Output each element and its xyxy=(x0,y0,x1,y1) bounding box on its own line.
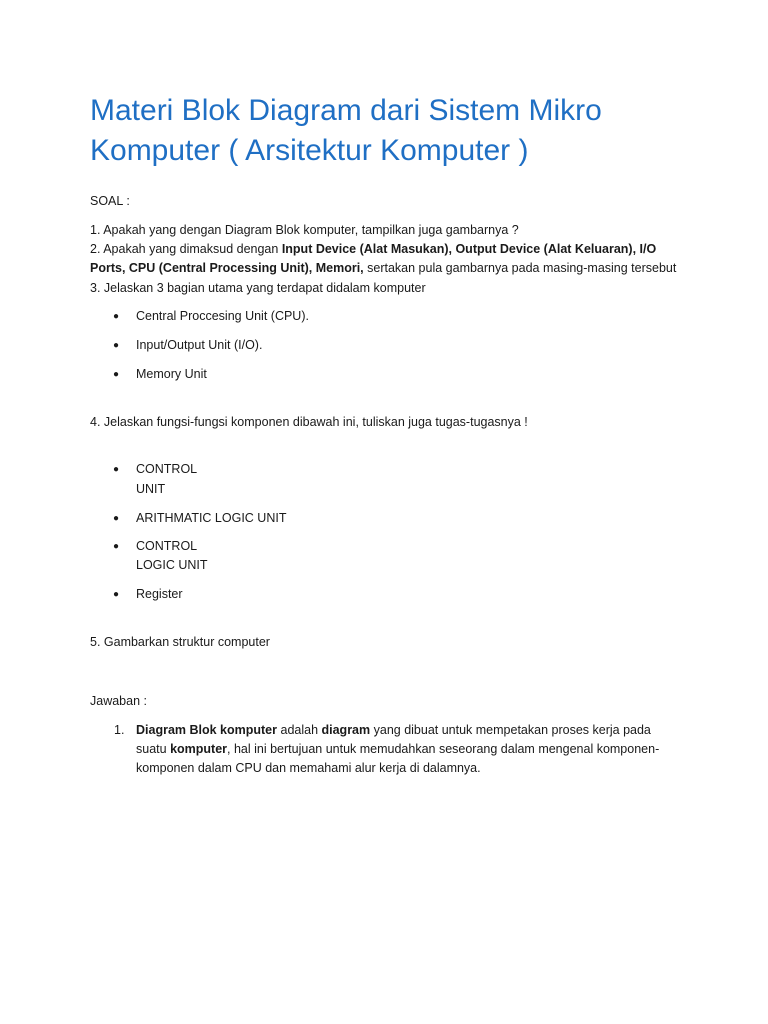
answer-bold-2: diagram xyxy=(321,723,371,737)
question-2-bold-2: Ports, CPU (Central Processing Unit), Memori, xyxy=(90,261,364,275)
bullet-icon: ● xyxy=(113,369,120,380)
question-2-bold-1: Input Device (Alat Masukan), Output Device (Alat Keluaran), I/O xyxy=(281,242,657,256)
answer-bold-3: komputer xyxy=(170,742,228,756)
question-2-line-1 xyxy=(90,240,656,259)
answer-text-4: , hal ini bertujuan untuk memudahkan seseorang dalam mengenal komponen- xyxy=(227,742,660,756)
bullet-icon: ● xyxy=(113,464,120,475)
answer-1-line-1 xyxy=(136,721,651,740)
q4-item-line-1: Register xyxy=(136,587,183,601)
q4-item-line-1: CONTROL xyxy=(136,462,198,476)
answer-text-1: adalah xyxy=(277,723,322,737)
answer-1-line-3: komponen dalam CPU dan memahami alur kerja di dalamnya. xyxy=(136,761,481,775)
question-5: 5. Gambarkan struktur computer xyxy=(90,635,270,649)
q3-item: Input/Output Unit (I/O). xyxy=(136,338,263,352)
q4-item-line-2: UNIT xyxy=(136,482,166,496)
q4-item-line-1: ARITHMATIC LOGIC UNIT xyxy=(136,511,287,525)
answer-text-3: suatu xyxy=(136,742,171,756)
bullet-icon: ● xyxy=(113,541,120,552)
answer-text-2: yang dibuat untuk mempetakan proses kerja pada xyxy=(370,723,651,737)
q3-item: Memory Unit xyxy=(136,367,207,381)
jawaban-label: Jawaban : xyxy=(90,694,147,708)
page-title: Materi Blok Diagram dari Sistem Mikro Komputer ( Arsitektur Komputer ) xyxy=(90,94,602,167)
answer-1-line-2 xyxy=(136,740,659,759)
answer-number: 1. xyxy=(114,723,125,737)
bullet-icon: ● xyxy=(113,311,120,322)
bullet-icon: ● xyxy=(113,589,120,600)
q3-item: Central Proccesing Unit (CPU). xyxy=(136,309,309,323)
q4-item-line-1: CONTROL xyxy=(136,539,198,553)
bullet-icon: ● xyxy=(113,340,120,351)
question-2-line-2 xyxy=(90,259,676,278)
bullet-icon: ● xyxy=(113,513,120,524)
question-2-suffix: sertakan pula gambarnya pada masing-masing tersebut xyxy=(363,261,677,275)
answer-bold-1: Diagram Blok komputer xyxy=(136,723,278,737)
question-4: 4. Jelaskan fungsi-fungsi komponen dibawah ini, tuliskan juga tugas-tugasnya ! xyxy=(90,415,528,429)
soal-label: SOAL : xyxy=(90,194,130,208)
q4-item-line-2: LOGIC UNIT xyxy=(136,558,208,572)
question-1: 1. Apakah yang dengan Diagram Blok komputer, tampilkan juga gambarnya ? xyxy=(90,223,519,237)
question-3: 3. Jelaskan 3 bagian utama yang terdapat didalam komputer xyxy=(90,281,426,295)
question-2-prefix: 2. Apakah yang dimaksud dengan xyxy=(90,242,282,256)
